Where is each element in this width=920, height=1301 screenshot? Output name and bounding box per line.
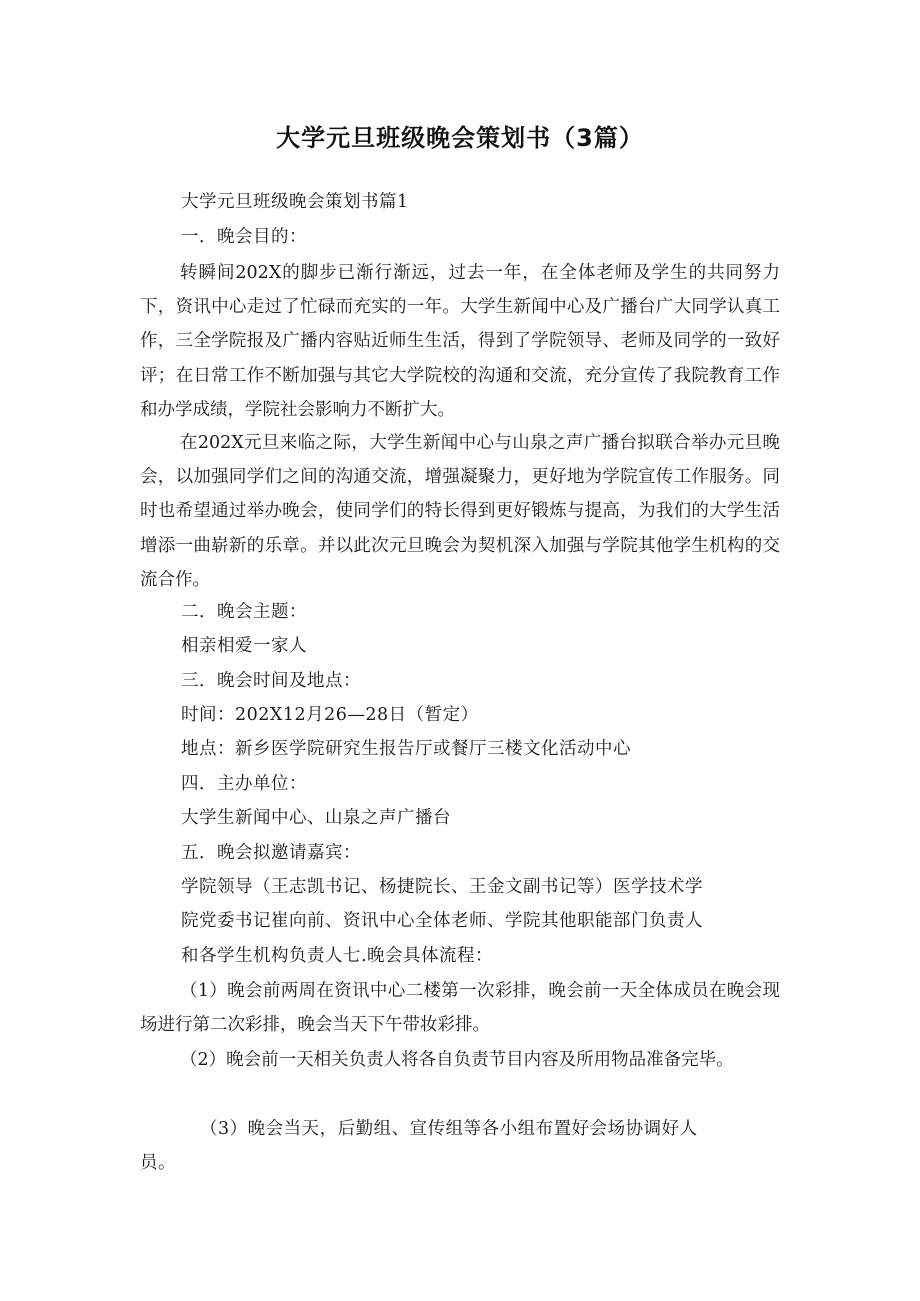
section-5-heading: 五．晚会拟邀请嘉宾： (181, 843, 361, 863)
section-2-content: 相亲相爱一家人 (181, 636, 307, 656)
section-1-paragraph-1: 转瞬间202X的脚步已渐行渐远，过去一年，在全体老师及学生的共同努力下，资讯中心走过了忙碌而充实的一年。大学生新闻中心及广播台广大同学认真工作，三全学院报及广播内容贴近师生生活，得到了学院领导、老师及同学的一致好评；在日常工作不断加强与其它大学院校的沟通和交流，充分宣传了我院教育工作和办学成绩，学院社会影响力不断扩大。 (140, 263, 780, 420)
section-4-content: 大学生新闻中心、山泉之声广播台 (181, 808, 451, 828)
section-3-time: 时间：202X12月26—28日（暂定） (181, 705, 479, 725)
section-4-heading: 四．主办单位： (181, 774, 307, 794)
section-1-heading: 一．晚会目的： (181, 227, 307, 247)
section-5-line-1: 学院领导（王志凯书记、杨捷院长、王金文副书记等）医学技术学 (181, 877, 703, 897)
flow-item-3-line-1: （3）晚会当天，后勤组、宣传组等各小组布置好会场协调好人 (200, 1119, 698, 1139)
section-3-place: 地点：新乡医学院研究生报告厅或餐厅三楼文化活动中心 (181, 739, 631, 759)
section-5-line-2: 院党委书记崔向前、资讯中心全体老师、学院其他职能部门负责人 (181, 911, 703, 931)
section-3-heading: 三．晚会时间及地点： (181, 671, 361, 691)
section-2-heading: 二．晚会主题： (181, 602, 307, 622)
section-5-line-3: 和各学生机构负责人七.晚会具体流程： (181, 946, 494, 966)
subtitle: 大学元旦班级晚会策划书篇1 (181, 192, 409, 212)
flow-item-3-line-2: 员。 (140, 1153, 176, 1173)
document-title: 大学元旦班级晚会策划书（3篇） (276, 124, 644, 152)
flow-item-2: （2）晚会前一天相关负责人将各自负责节目内容及所用物品准备完毕。 (180, 1050, 734, 1070)
section-1-paragraph-2: 在202X元旦来临之际，大学生新闻中心与山泉之声广播台拟联合举办元旦晚会，以加强同学们之间的沟通交流，增强凝聚力，更好地为学院宣传工作服务。同时也希望通过举办晚会，使同学们的特长得到更好锻炼与提高，为我们的大学生活增添一曲崭新的乐章。并以此次元旦晚会为契机深入加强与学院其他学生机构的交流合作。 (140, 433, 780, 590)
flow-item-1: （1）晚会前两周在资讯中心二楼第一次彩排，晚会前一天全体成员在晚会现场进行第二次彩排，晚会当天下午带妆彩排。 (140, 981, 780, 1036)
